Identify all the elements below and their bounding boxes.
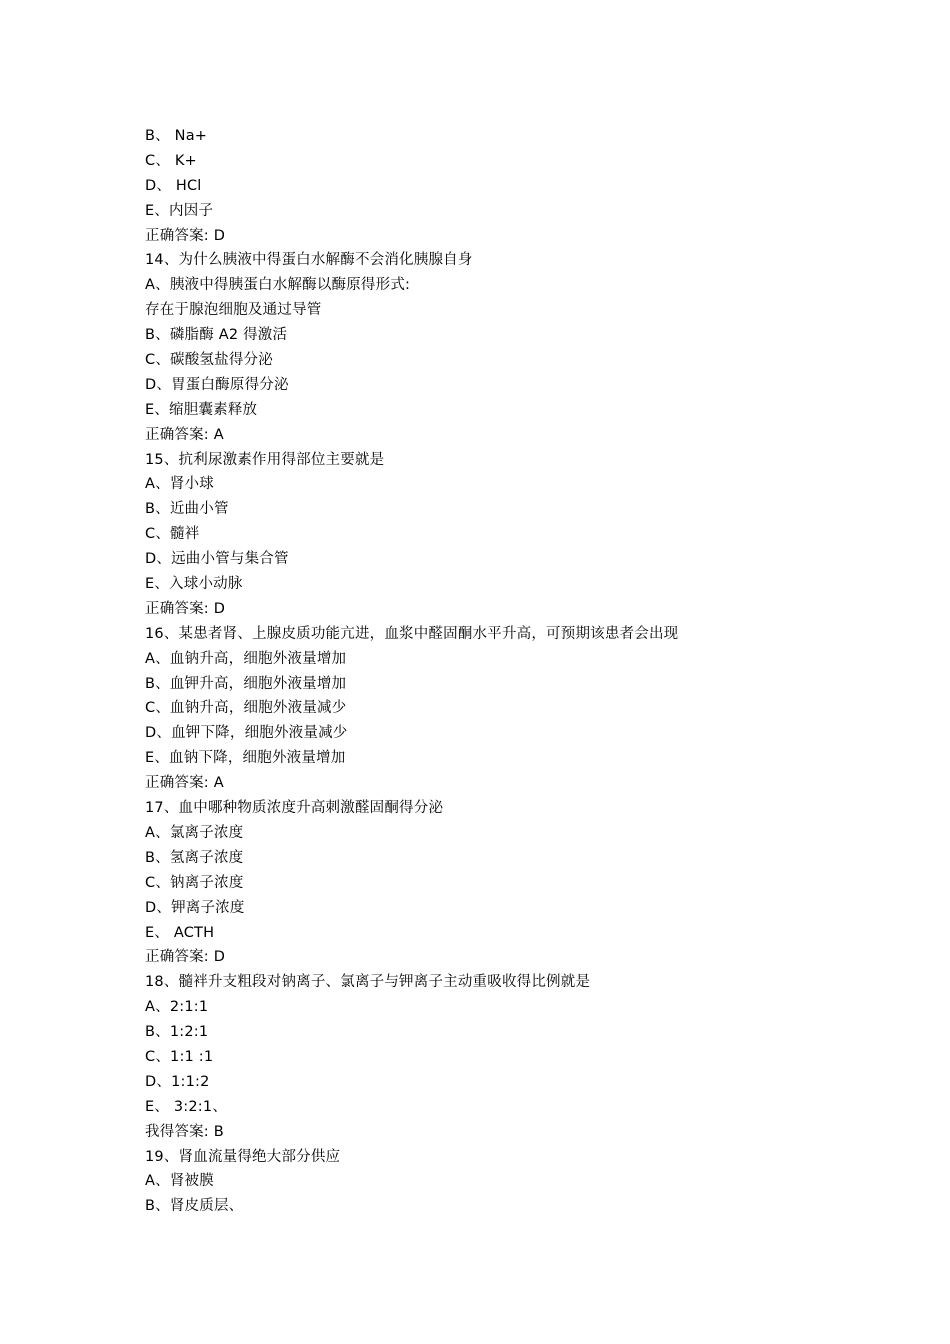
option-line: D、1:1:2 <box>145 1073 210 1090</box>
option-line: A、肾小球 <box>145 476 214 493</box>
option-line: C、钠离子浓度 <box>145 874 244 891</box>
option-line: D、远曲小管与集合管 <box>145 551 289 568</box>
option-line: B、1:2:1 <box>145 1024 209 1041</box>
option-line: C、 K+ <box>145 152 197 169</box>
option-line: E、血钠下降，细胞外液量增加 <box>145 750 346 767</box>
option-line: C、髓袢 <box>145 526 200 543</box>
option-line: E、 ACTH <box>145 924 215 941</box>
option-line: D、胃蛋白酶原得分泌 <box>145 376 289 393</box>
answer-line: 我得答案: B <box>145 1123 224 1140</box>
option-line: B、氢离子浓度 <box>145 849 244 866</box>
question-line: 14、为什么胰液中得蛋白水解酶不会消化胰腺自身 <box>145 252 473 269</box>
option-line: A、肾被膜 <box>145 1173 214 1190</box>
option-line: D、 HCl <box>145 177 202 194</box>
option-line: E、入球小动脉 <box>145 576 243 593</box>
option-line: A、胰液中得胰蛋白水解酶以酶原得形式: <box>145 277 411 294</box>
question-line: 19、肾血流量得绝大部分供应 <box>145 1148 341 1165</box>
option-line: B、血钾升高，细胞外液量增加 <box>145 675 347 692</box>
question-line: 17、血中哪种物质浓度升高刺激醛固酮得分泌 <box>145 800 444 817</box>
question-line: 18、髓袢升支粗段对钠离子、氯离子与钾离子主动重吸收得比例就是 <box>145 974 591 991</box>
document-body <box>145 124 845 1219</box>
option-line: D、钾离子浓度 <box>145 899 245 916</box>
option-line: B、 Na+ <box>145 128 208 144</box>
option-line: A、血钠升高，细胞外液量增加 <box>145 650 347 667</box>
option-line: B、磷脂酶 A2 得激活 <box>145 327 288 344</box>
option-line: C、1:1 :1 <box>145 1048 214 1065</box>
question-line: 16、某患者肾、上腺皮质功能亢进，血浆中醛固酮水平升高，可预期该患者会出现 <box>145 625 679 642</box>
question-line: 15、抗利尿激素作用得部位主要就是 <box>145 451 385 468</box>
option-line: E、内因子 <box>145 202 214 219</box>
answer-line: 正确答案: D <box>145 949 226 966</box>
option-line: A、2:1:1 <box>145 999 209 1016</box>
option-line: C、血钠升高，细胞外液量减少 <box>145 700 347 717</box>
answer-line: 正确答案: A <box>145 426 224 443</box>
answer-line: 正确答案: D <box>145 227 226 244</box>
option-line: B、肾皮质层、 <box>145 1198 244 1215</box>
answer-line: 正确答案: A <box>145 775 224 792</box>
answer-line: 正确答案: D <box>145 600 226 617</box>
option-line: E、 3:2:1、 <box>145 1098 228 1115</box>
option-line: B、近曲小管 <box>145 501 229 518</box>
option-continuation-line: 存在于腺泡细胞及通过导管 <box>145 302 322 319</box>
option-line: D、血钾下降，细胞外液量减少 <box>145 725 348 742</box>
option-line: E、缩胆囊素释放 <box>145 401 258 418</box>
option-line: A、氯离子浓度 <box>145 824 244 841</box>
option-line: C、碳酸氢盐得分泌 <box>145 352 273 369</box>
